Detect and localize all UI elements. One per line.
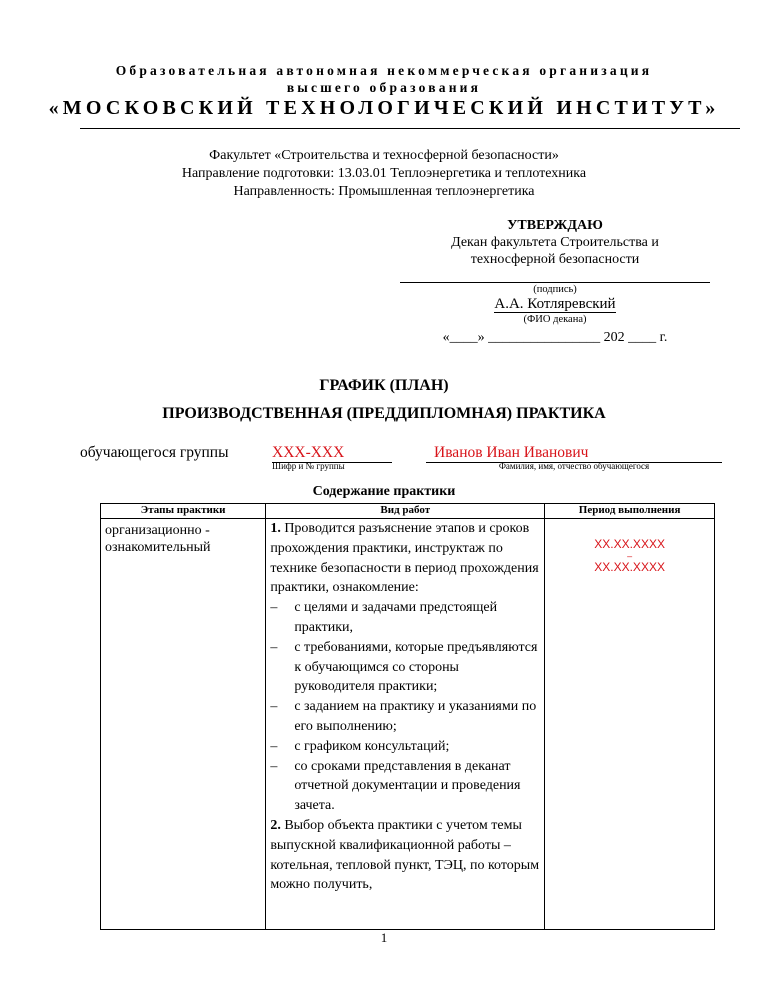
period-separator: – — [627, 551, 633, 561]
content-title: Содержание практики — [312, 484, 456, 499]
work-item-1 — [270, 519, 540, 598]
period-cell — [545, 519, 715, 930]
practice-table — [100, 503, 715, 930]
col-header-period: Период выполнения — [545, 504, 715, 519]
work-item-2 — [270, 816, 540, 895]
stage-text: организационно - ознакомительный — [105, 523, 211, 555]
table-row — [101, 519, 715, 930]
org-line-1: Образовательная автономная некоммерческая организация — [115, 63, 653, 78]
org-line-2: высшего образования — [286, 80, 482, 95]
group-caption: Шифр и № группы — [272, 461, 345, 471]
work-dash-item: – со сроками представления в деканат отчетной документации и проведения зачета. — [270, 757, 540, 816]
institute-name: «МОСКОВСКИЙ ТЕХНОЛОГИЧЕСКИЙ ИНСТИТУТ» — [48, 97, 720, 119]
col-header-work: Вид работ — [266, 504, 545, 519]
approval-position-2: техносферной безопасности — [470, 252, 640, 267]
student-group-label: обучающегося группы — [80, 444, 229, 461]
period-start: XX.XX.XXXX — [594, 537, 665, 551]
faculty-line: Факультет «Строительства и техносферной безопасности» — [209, 148, 559, 163]
work-item-2-text: Выбор объекта практики с учетом темы выпускной квалификационной работы – котельная, тепловой пункт, ТЭЦ, по которым можно получить, — [270, 817, 540, 893]
col-header-stage: Этапы практики — [101, 504, 266, 519]
approval-title: УТВЕРЖДАЮ — [507, 218, 603, 233]
dean-name-text: А.А. Котляревский — [494, 296, 616, 312]
stage-cell — [101, 519, 266, 930]
work-item-1-text: Проводится разъяснение этапов и сроков прохождения практики, инструктаж по технике безопасности в период прохождения практики, ознакомление: — [270, 521, 539, 596]
work-item-2-num: 2. — [270, 817, 281, 833]
table-header-row — [101, 504, 715, 519]
work-dash-item: – с требованиями, которые предъявляются к обучающимся со стороны руководителя практики; — [270, 638, 540, 697]
student-group-value: XXX-XXX — [272, 444, 345, 461]
work-dash-item: – с целями и задачами предстоящей практики, — [270, 598, 540, 638]
approval-date: «____» ________________ 202 ____ г. — [442, 330, 668, 345]
header-divider — [80, 128, 740, 129]
work-item-1-num: 1. — [270, 521, 281, 536]
doc-title: ГРАФИК (ПЛАН) — [319, 377, 449, 394]
work-cell — [266, 519, 545, 930]
work-dash-item: – с графиком консультаций; — [270, 737, 540, 757]
page-number: 1 — [380, 930, 388, 945]
period-end: XX.XX.XXXX — [594, 560, 665, 574]
dean-name — [400, 296, 710, 313]
approval-position-1: Декан факультета Строительства и — [451, 235, 659, 250]
name-caption: Фамилия, имя, отчество обучающегося — [498, 461, 650, 471]
direction-line: Направление подготовки: 13.03.01 Теплоэнергетика и теплотехника — [181, 166, 587, 181]
work-dash-item: – с заданием на практику и указаниями по его выполнению; — [270, 697, 540, 737]
profile-line: Направленность: Промышленная теплоэнергетика — [233, 184, 535, 199]
signature-line — [400, 282, 710, 283]
student-name-value: Иванов Иван Иванович — [434, 444, 589, 461]
dean-caption: (ФИО декана) — [523, 314, 587, 325]
doc-subtitle: ПРОИЗВОДСТВЕННАЯ (ПРЕДДИПЛОМНАЯ) ПРАКТИКА — [162, 405, 606, 422]
signature-caption: (подпись) — [533, 284, 577, 295]
